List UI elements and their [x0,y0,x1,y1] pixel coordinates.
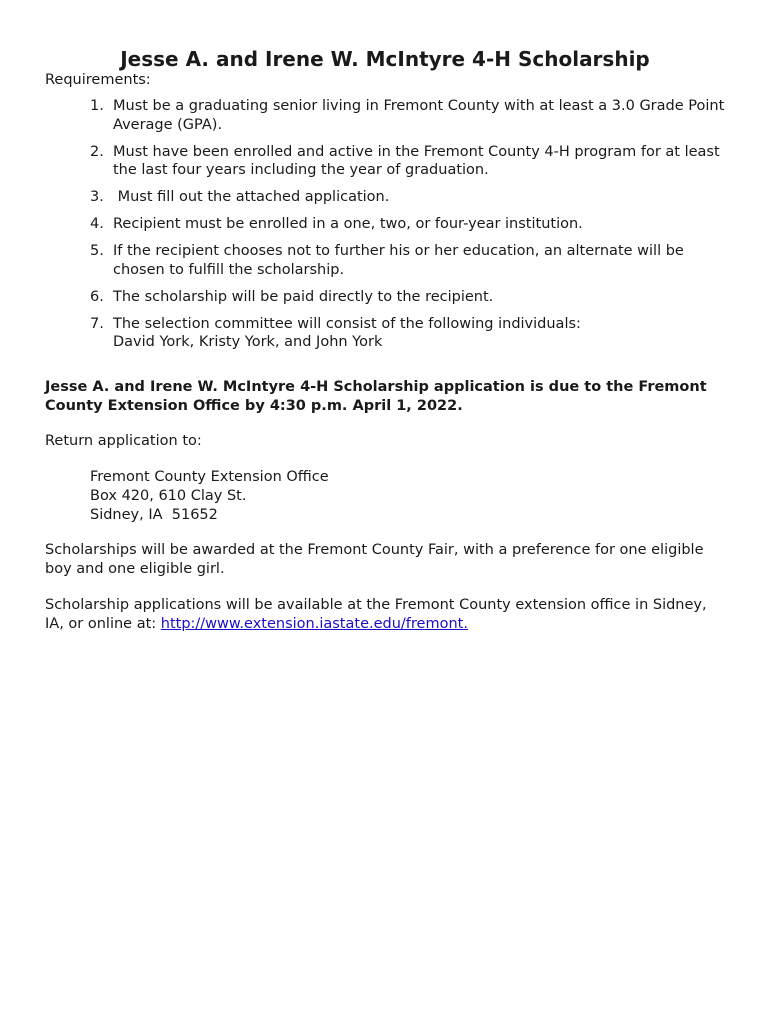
address-line: Sidney, IA 51652 [90,507,218,523]
requirement-number: 6. [90,288,104,305]
requirements-label: Requirements: [45,72,151,88]
requirement-number: 7. [90,315,104,332]
requirement-item [45,143,725,180]
requirement-item [45,288,725,307]
mailing-address [90,468,329,525]
address-line: Box 420, 610 Clay St. [90,488,247,504]
requirements-list [45,97,725,360]
requirement-text: Recipient must be enrolled in a one, two, or four-year institution. [113,216,583,232]
requirement-item [45,242,725,279]
availability-text: Scholarship applications will be available at the Fremont County extension office in Sidney, IA, or online at: [45,597,707,632]
requirement-item [45,97,725,134]
document-title: Jesse A. and Irene W. McIntyre 4-H Scholarship [120,47,650,71]
requirement-text: Must have been enrolled and active in the Fremont County 4-H program for at least the last four years including the year of graduation. [113,143,720,178]
award-paragraph: Scholarships will be awarded at the Fremont County Fair, with a preference for one eligible boy and one eligible girl. [45,542,704,577]
requirement-number: 5. [90,243,104,259]
requirement-item [45,215,725,234]
requirement-number: 3. [90,189,104,205]
requirement-text: Must be a graduating senior living in Fremont County with at least a 3.0 Grade Point Average (GPA). [113,98,725,133]
requirement-text: The selection committee will consist of the following individuals: [113,315,581,332]
return-label: Return application to: [45,433,202,449]
requirement-text: Must fill out the attached application. [113,189,390,205]
availability-paragraph [45,596,725,634]
requirement-number: 2. [90,143,104,160]
committee-members: David York, Kristy York, and John York [113,334,383,350]
requirement-item [45,188,725,207]
requirement-number: 4. [90,216,104,232]
requirement-text: If the recipient chooses not to further his or her education, an alternate will be chosen to fulfill the scholarship. [113,243,684,278]
requirement-text: The scholarship will be paid directly to the recipient. [113,288,494,305]
requirement-item [45,315,725,352]
deadline-notice: Jesse A. and Irene W. McIntyre 4-H Scholarship application is due to the Fremont County Extension Office by 4:30 p.m. April 1, 2022. [45,379,707,414]
requirement-number: 1. [90,98,104,114]
address-line: Fremont County Extension Office [90,469,329,485]
extension-website-link[interactable]: http://www.extension.iastate.edu/fremont. [160,616,468,632]
